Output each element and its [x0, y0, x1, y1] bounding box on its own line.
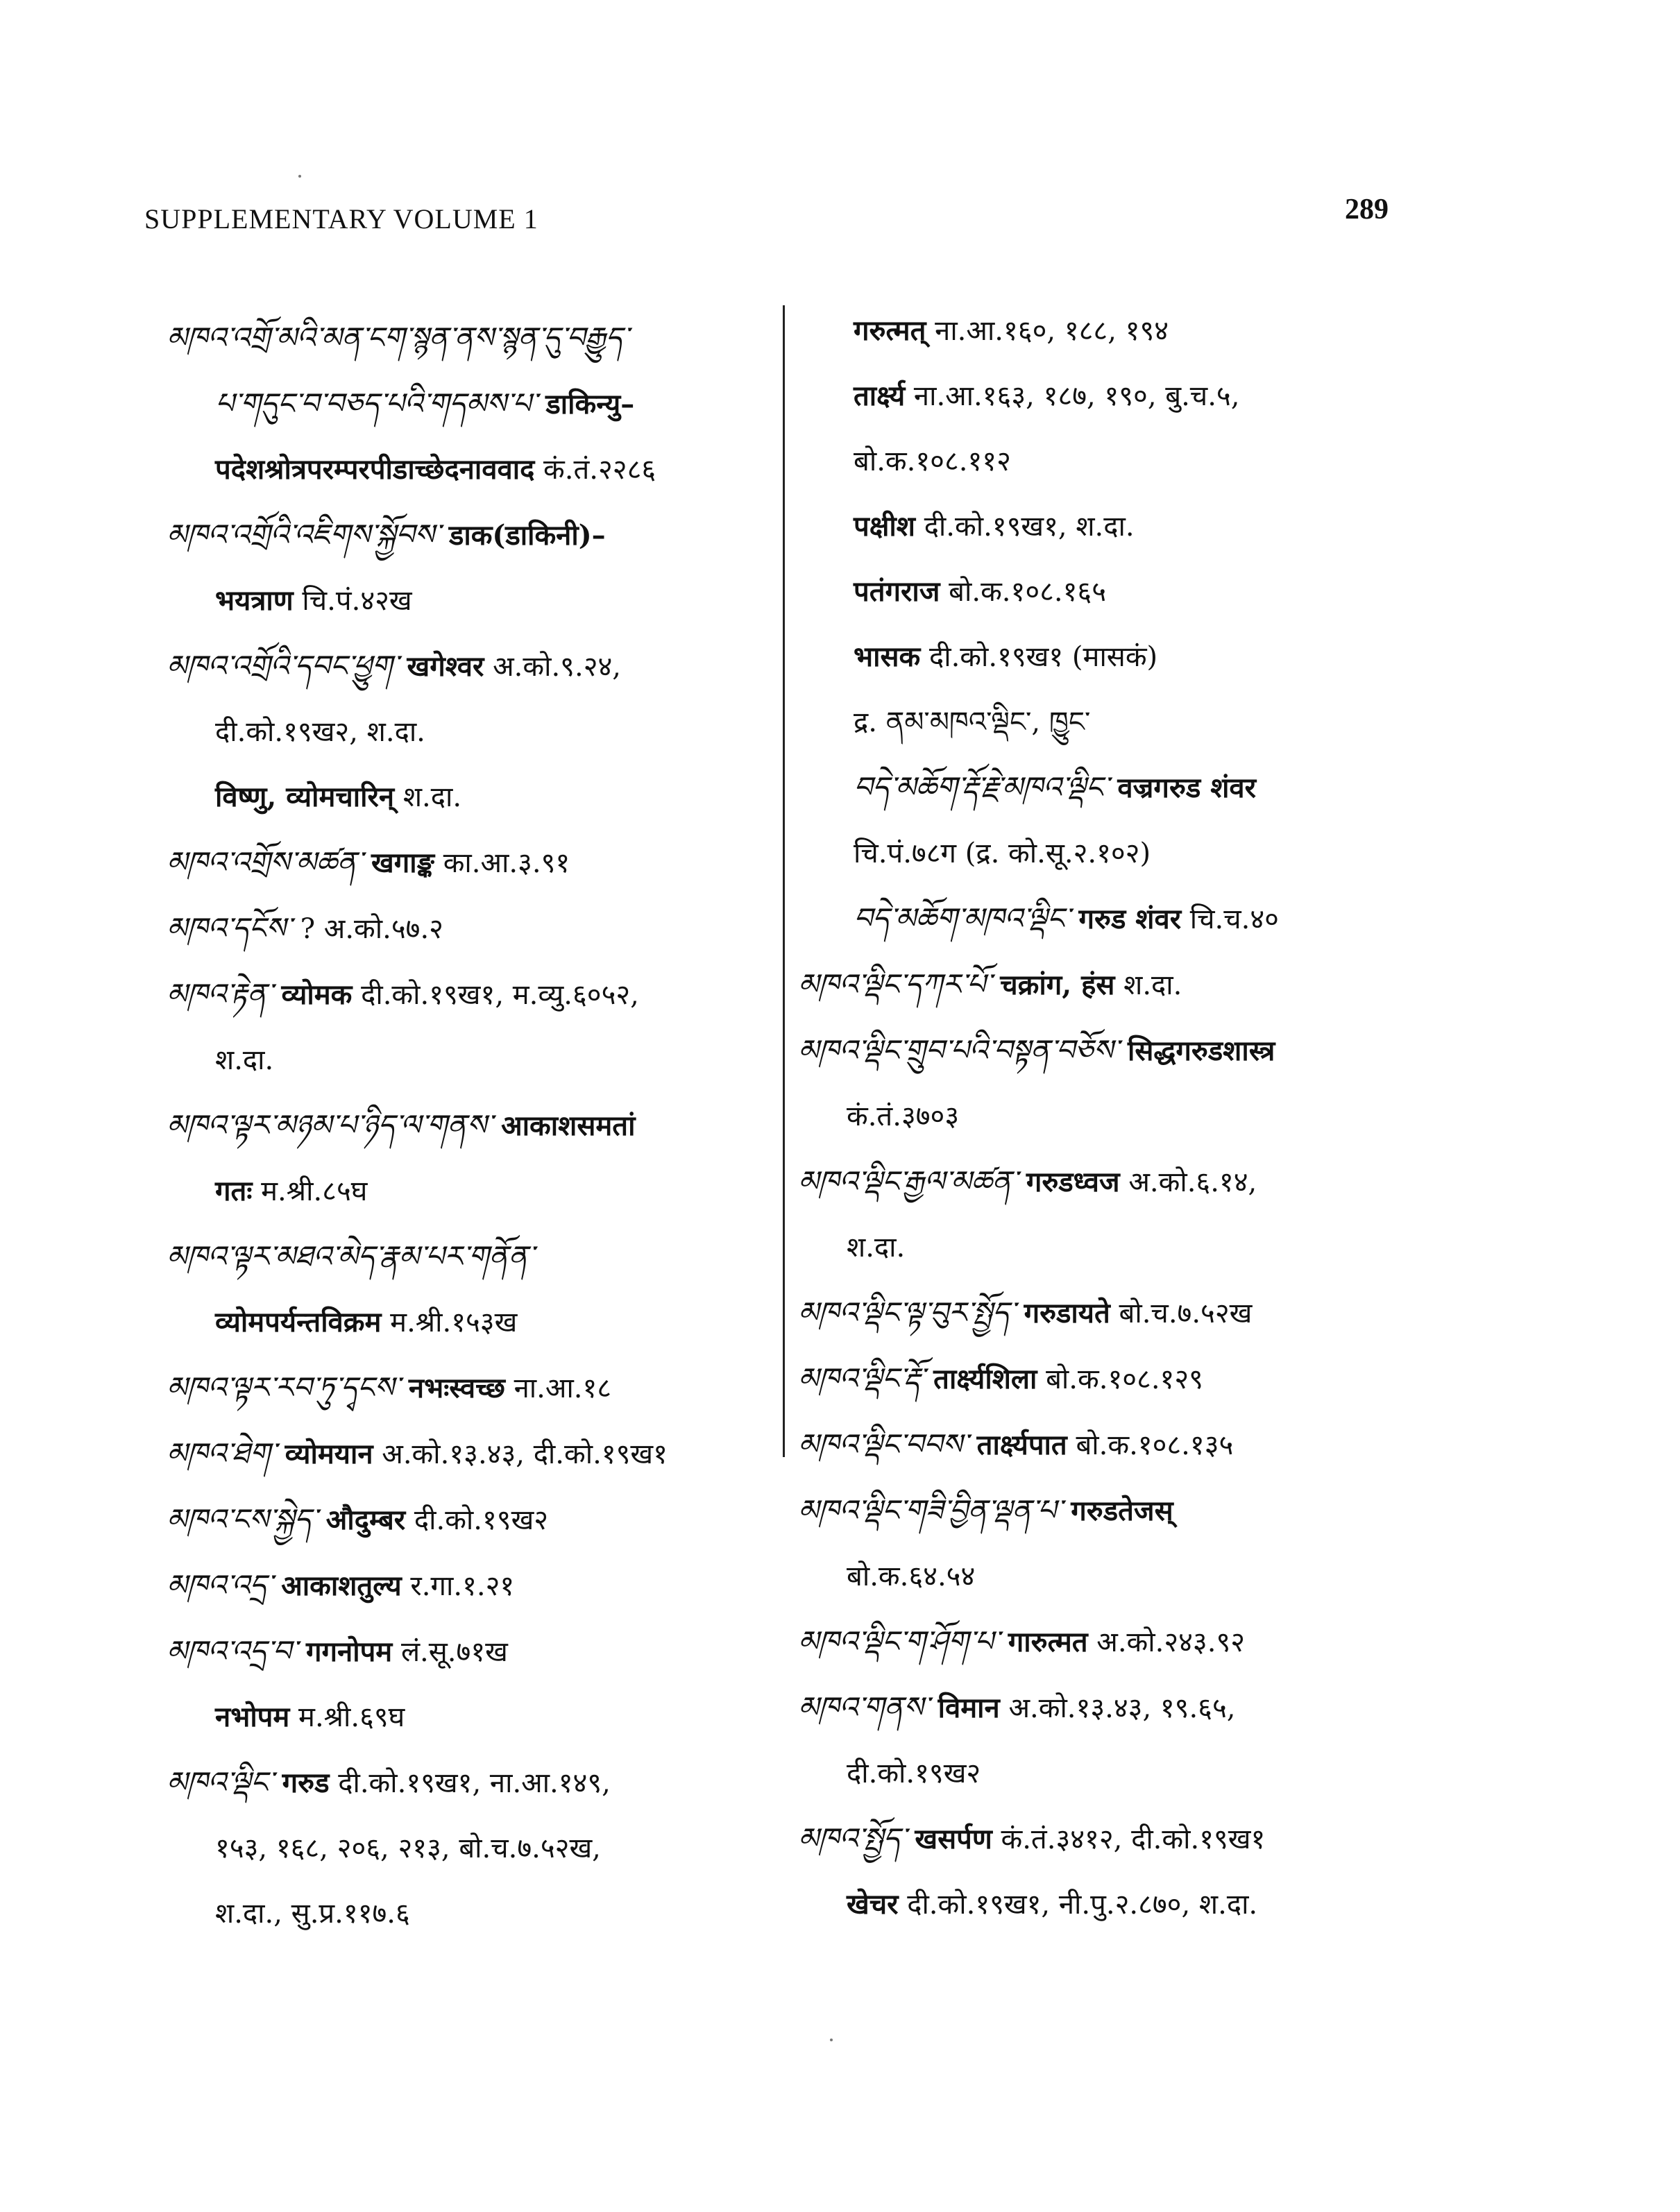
dictionary-entry-line	[167, 1685, 777, 1750]
sanskrit-equivalent: खसर्पण	[915, 1823, 992, 1855]
tibetan-headword: བདེ་མཆོག་མཁའ་ལྡིང་	[854, 901, 1070, 935]
source-reference: बो.क.१०८.१६५	[949, 576, 1107, 608]
dictionary-entry-line	[167, 896, 777, 962]
dictionary-entry-line	[798, 821, 1547, 886]
sanskrit-equivalent: खगाङ्क	[371, 846, 434, 879]
tibetan-headword: པ་གདུང་བ་བཅད་པའི་གདམས་པ་	[215, 386, 537, 420]
sanskrit-equivalent: पक्षीश	[854, 510, 915, 543]
dictionary-entry-line	[167, 1553, 777, 1619]
source-reference: दी.को.१९ख१, नी.पु.२.८७०, श.दा.	[907, 1889, 1258, 1921]
tibetan-headword: བདེ་མཆོག་རྡོ་རྗེ་མཁའ་ལྡིང་	[854, 770, 1109, 804]
source-reference: बो.क.१०८.१३५	[1076, 1429, 1234, 1461]
running-head: SUPPLEMENTARY VOLUME 1	[144, 203, 538, 235]
source-reference: अ.को.१३.४३, दी.को.१९ख१	[382, 1438, 668, 1470]
tibetan-headword: མཁའ་དངོས་	[167, 911, 291, 945]
tibetan-headword: མཁའ་ལྡིང་གྲུབ་པའི་བསྟན་བཅོས་	[798, 1033, 1119, 1067]
dictionary-entry-line	[798, 1544, 1547, 1609]
sanskrit-equivalent: गरुड	[282, 1767, 330, 1799]
source-reference: श.दा., सु.प्र.११७.६	[215, 1898, 410, 1930]
source-reference: श.दा.	[402, 781, 462, 813]
dictionary-entry-line	[167, 1421, 777, 1487]
source-reference: दी.को.१९ख२	[414, 1504, 549, 1536]
sanskrit-equivalent: नभःस्वच्छ	[408, 1372, 505, 1404]
dictionary-entry-line	[798, 1741, 1547, 1806]
source-reference: बो.क.१०८.११२	[854, 445, 1011, 477]
source-reference: दी.को.१९ख१, ना.आ.१४९,	[338, 1767, 611, 1799]
sanskrit-equivalent: भयत्राण	[215, 584, 294, 617]
source-reference: लं.सू.७१ख	[400, 1636, 508, 1668]
tibetan-headword: མཁའ་སྤྱོད་	[798, 1821, 906, 1855]
dictionary-entry-line	[798, 429, 1547, 494]
left-entries	[167, 305, 777, 1946]
source-reference: द्र. ནམ་མཁའ་ལྡིང་, ཁྱུང་	[854, 706, 1091, 738]
source-reference: अ.को.६.१४,	[1128, 1166, 1257, 1198]
source-reference: अ.को.१३.४३, १९.६५,	[1008, 1692, 1236, 1724]
tibetan-headword: མཁའ་འདྲ་བ་	[167, 1634, 298, 1668]
sanskrit-equivalent: तार्क्ष्य	[854, 380, 906, 412]
sanskrit-equivalent: आकाशसमतां	[501, 1109, 636, 1142]
sanskrit-equivalent: गरुडध्वज	[1026, 1166, 1120, 1198]
sanskrit-equivalent: व्योमपर्यन्तविक्रम	[215, 1306, 382, 1338]
dictionary-entry-line	[798, 1346, 1547, 1412]
tibetan-headword: མཁའ་ལྡིང་དཀར་པོ་	[798, 967, 992, 1001]
dictionary-entry-line	[167, 1816, 777, 1881]
dictionary-entry-line	[167, 633, 777, 699]
tibetan-headword: མཁའ་ལྡིང་ལྟ་བུར་སྤྱོད་	[798, 1295, 1015, 1329]
source-reference: ना.आ.१८	[514, 1372, 612, 1404]
dictionary-entry-line	[167, 1028, 777, 1093]
sanskrit-equivalent: व्योमयान	[285, 1438, 373, 1470]
dictionary-entry-line	[167, 962, 777, 1028]
source-reference: श.दा.	[1123, 969, 1182, 1001]
source-reference: चि.च.४०	[1189, 903, 1279, 935]
page-number: 289	[1345, 194, 1389, 226]
tibetan-headword: མཁའ་གནས་	[798, 1690, 929, 1724]
tibetan-headword: མཁའ་ལྡིང་ག་ཤོག་པ་	[798, 1624, 1000, 1658]
source-reference: चि.पं.७८ग (द्र. को.सू.२.१०२)	[854, 837, 1151, 869]
tibetan-headword: མཁའ་ལྟར་མཐའ་མེད་རྣམ་པར་གནོན་	[167, 1239, 534, 1273]
dictionary-entry-line	[167, 1487, 777, 1553]
scan-speck	[830, 2039, 833, 2041]
source-reference: दी.को.१९ख१ (मासकं)	[928, 641, 1158, 673]
source-reference: दी.को.१९ख१, श.दा.	[924, 511, 1135, 543]
tibetan-headword: མཁའ་འགྲོའི་འཇིགས་སྐྱོབས་	[167, 518, 441, 552]
dictionary-entry-line	[798, 1018, 1547, 1084]
dictionary-entry-line	[798, 298, 1547, 364]
dictionary-entry-line	[167, 1881, 777, 1946]
dictionary-entry-line	[798, 1149, 1547, 1215]
dictionary-entry-line	[798, 1806, 1547, 1872]
source-reference: श.दा.	[215, 1044, 274, 1076]
dictionary-entry-line	[798, 1675, 1547, 1741]
dictionary-entry-line	[167, 830, 777, 896]
sanskrit-equivalent: भासक	[854, 640, 921, 673]
dictionary-entry-line	[167, 1750, 777, 1816]
source-reference: अ.को.२४३.९२	[1096, 1626, 1246, 1658]
sanskrit-equivalent: सिद्धगरुडशास्त्र	[1127, 1035, 1275, 1067]
tibetan-headword: མཁའ་ལྡིང་	[167, 1765, 273, 1799]
source-reference: बो.च.७.५२ख	[1119, 1298, 1253, 1329]
sanskrit-equivalent: व्योमक	[281, 978, 353, 1011]
tibetan-headword: མཁའ་ལྟར་མཉམ་པ་ཉིད་ལ་གནས་	[167, 1108, 493, 1142]
tibetan-headword: མཁའ་ལྡིང་རྡོ་	[798, 1361, 925, 1395]
source-reference: श.दा.	[847, 1232, 906, 1264]
sanskrit-equivalent: गगनोपम	[305, 1635, 393, 1668]
left-column	[167, 305, 777, 1946]
sanskrit-equivalent: विष्णु, व्योमचारिन्	[215, 781, 395, 813]
sanskrit-equivalent: गारुत्मत	[1008, 1626, 1088, 1658]
sanskrit-equivalent: खगेश्वर	[407, 650, 484, 683]
source-reference: कं.तं.३७०३	[847, 1100, 960, 1132]
tibetan-headword: མཁའ་ཐེག་	[167, 1436, 276, 1470]
tibetan-headword: མཁའ་ལྡིང་གཟི་བྱིན་ལྡན་པ་	[798, 1493, 1062, 1527]
dictionary-entry-line	[798, 952, 1547, 1018]
sanskrit-equivalent: डाक(डाकिनी)–	[448, 519, 606, 552]
dictionary-entry-line	[167, 1355, 777, 1421]
sanskrit-equivalent: खेचर	[847, 1888, 899, 1921]
source-reference: बो.क.६४.५४	[847, 1560, 976, 1592]
source-reference: बो.क.१०८.१२९	[1046, 1363, 1203, 1395]
dictionary-entry-line	[167, 437, 777, 502]
dictionary-entry-line	[798, 624, 1547, 690]
tibetan-headword: མཁའ་ལྡིང་བབས་	[798, 1427, 968, 1461]
tibetan-headword: མཁའ་འགྲོས་མཚན་	[167, 845, 363, 879]
dictionary-entry-line	[798, 1609, 1547, 1675]
source-reference: १५३, १६८, २०६, २१३, बो.च.७.५२ख,	[215, 1832, 601, 1864]
dictionary-entry-line	[798, 886, 1547, 952]
source-reference: म.श्री.१५३ख	[390, 1307, 518, 1338]
scan-speck	[298, 175, 301, 178]
tibetan-headword: མཁའ་འགྲོའི་དབང་ཕྱུག་	[167, 649, 398, 683]
sanskrit-equivalent: डाकिन्यु–	[545, 388, 635, 420]
dictionary-entry-line	[167, 699, 777, 765]
source-reference: कं.तं.३४१२, दी.को.१९ख१	[1001, 1823, 1266, 1855]
column-divider	[783, 305, 785, 1457]
dictionary-entry-line	[798, 494, 1547, 559]
source-reference: ? अ.को.५७.२	[300, 913, 443, 945]
tibetan-headword: མཁའ་ལྡིང་རྒྱལ་མཚན་	[798, 1164, 1018, 1198]
sanskrit-equivalent: पदेशश्रोत्रपरम्परपीडाच्छेदनाववाद	[215, 453, 535, 486]
source-reference: ना.आ.१६३, १८७, १९०, बु.च.५,	[913, 380, 1240, 412]
sanskrit-equivalent: गतः	[215, 1175, 253, 1207]
sanskrit-equivalent: गरुत्मत्	[854, 314, 926, 347]
sanskrit-equivalent: तार्क्ष्यपात	[976, 1429, 1067, 1461]
right-entries	[798, 298, 1547, 1937]
dictionary-entry-line	[798, 1215, 1547, 1280]
source-reference: म.श्री.८५घ	[261, 1175, 368, 1207]
source-reference: दी.को.१९ख२, श.दा.	[215, 716, 425, 748]
tibetan-headword: མཁའ་ལྟར་རབ་ཏུ་དྭངས་	[167, 1370, 400, 1404]
dictionary-entry-line	[798, 755, 1547, 821]
source-reference: चि.पं.४२ख	[302, 585, 412, 617]
dictionary-entry-line	[798, 1280, 1547, 1346]
sanskrit-equivalent: पतंगराज	[854, 575, 940, 608]
sanskrit-equivalent: चक्रांग, हंस	[1000, 969, 1115, 1001]
sanskrit-equivalent: गरुडायते	[1024, 1297, 1110, 1329]
dictionary-entry-line	[798, 1412, 1547, 1478]
sanskrit-equivalent: औदुम्बर	[325, 1504, 406, 1536]
source-reference: कं.तं.२२८६	[543, 454, 656, 486]
source-reference: र.गा.१.२१	[410, 1570, 515, 1602]
source-reference: म.श्री.६९घ	[298, 1701, 405, 1733]
source-reference: दी.को.१९ख२	[847, 1758, 981, 1789]
sanskrit-equivalent: गरुड शंवर	[1078, 903, 1182, 935]
sanskrit-equivalent: नभोपम	[215, 1701, 290, 1733]
dictionary-entry-line	[167, 371, 777, 437]
dictionary-entry-line	[798, 1478, 1547, 1544]
dictionary-entry-line	[167, 1619, 777, 1685]
right-column	[798, 298, 1547, 1937]
source-reference: ना.आ.१६०, १८८, १९४	[935, 315, 1169, 347]
sanskrit-equivalent: गरुडतेजस्	[1071, 1495, 1173, 1527]
dictionary-entry-line	[798, 1872, 1547, 1937]
dictionary-entry-line	[167, 1159, 777, 1224]
sanskrit-equivalent: वज्रगरुड शंवर	[1117, 772, 1256, 804]
dictionary-entry-line	[167, 568, 777, 633]
tibetan-headword: མཁའ་ངས་སྐྱེད་	[167, 1502, 318, 1536]
sanskrit-equivalent: तार्क्ष्यशिला	[933, 1363, 1037, 1395]
dictionary-entry-line	[798, 559, 1547, 624]
dictionary-entry-line	[167, 765, 777, 830]
source-reference: का.आ.३.९१	[443, 847, 570, 879]
tibetan-headword: མཁའ་འགྲོ་མའི་མན་ངག་སྙན་ནས་སྙན་དུ་བརྒྱུད་	[167, 321, 629, 355]
dictionary-entry-line	[798, 1084, 1547, 1149]
tibetan-headword: མཁའ་འདྲ་	[167, 1568, 273, 1602]
source-reference: अ.को.९.२४,	[493, 651, 622, 683]
dictionary-entry-line	[167, 1224, 777, 1290]
dictionary-entry-line	[167, 502, 777, 568]
dictionary-entry-line	[798, 364, 1547, 429]
tibetan-headword: མཁའ་རྟེན་	[167, 977, 273, 1011]
dictionary-entry-line	[167, 1290, 777, 1355]
dictionary-entry-line	[167, 1093, 777, 1159]
dictionary-entry-line	[167, 305, 777, 371]
dictionary-entry-line	[798, 690, 1547, 755]
sanskrit-equivalent: विमान	[937, 1692, 1000, 1724]
source-reference: दी.को.१९ख१, म.व्यु.६०५२,	[361, 979, 639, 1011]
sanskrit-equivalent: आकाशतुल्य	[281, 1569, 402, 1602]
